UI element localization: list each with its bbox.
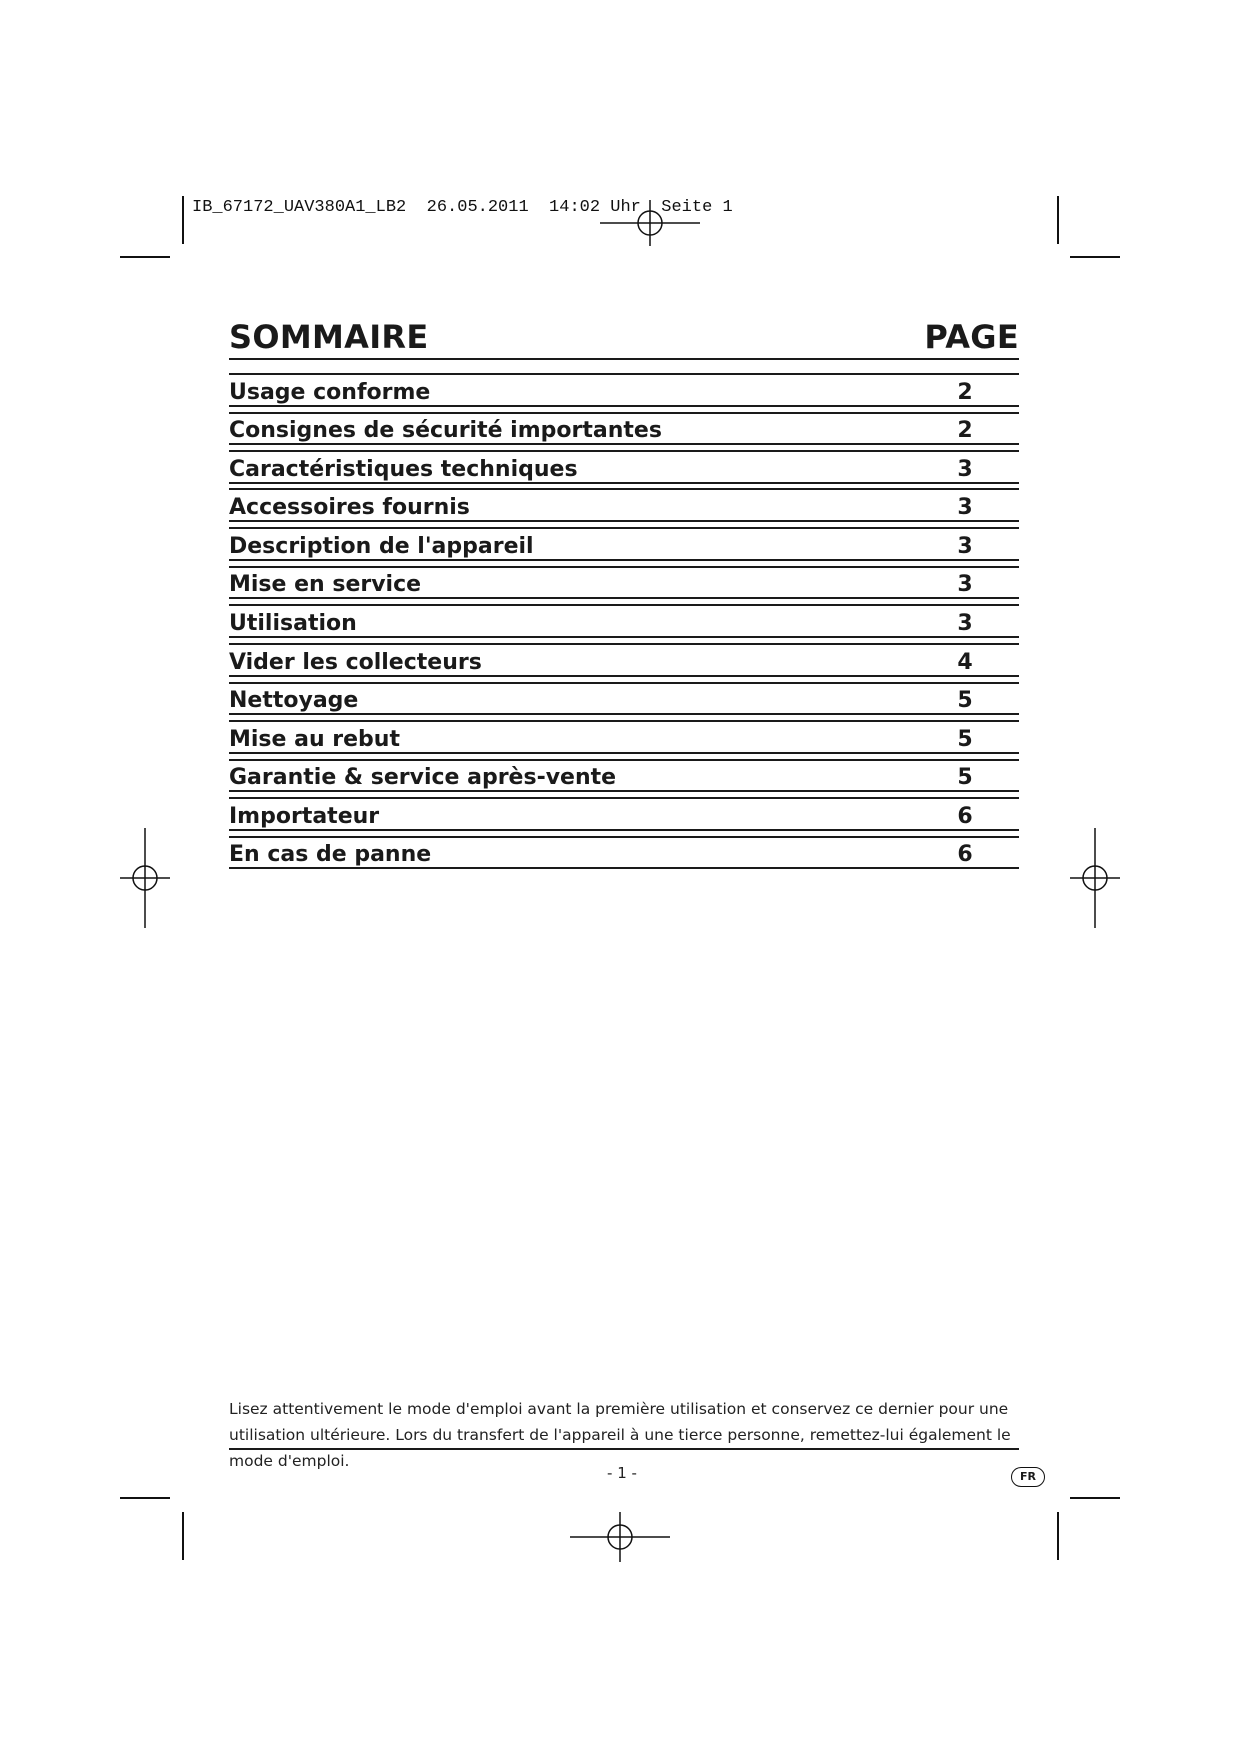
page-number: - 1 -: [607, 1464, 637, 1482]
toc-entry-title: Accessoires fournis: [229, 494, 470, 520]
toc-entry-page: 3: [957, 610, 973, 636]
crop-mark: [182, 1512, 184, 1560]
divider: [229, 520, 1019, 522]
divider: [229, 1448, 1019, 1450]
divider: [229, 405, 1019, 407]
registration-mark-icon: [600, 200, 700, 246]
divider: [229, 443, 1019, 445]
page-column-label: PAGE: [924, 318, 1019, 356]
toc-header: [229, 318, 1019, 356]
toc-entry-title: Usage conforme: [229, 379, 431, 405]
toc-entry-title: Mise au rebut: [229, 726, 400, 752]
toc-entry-page: 5: [957, 726, 973, 752]
registration-mark-icon: [120, 828, 170, 928]
toc-entry-page: 2: [957, 417, 973, 443]
toc-entry-page: 5: [957, 764, 973, 790]
registration-mark-icon: [570, 1512, 670, 1562]
divider: [229, 829, 1019, 831]
crop-mark: [1070, 256, 1120, 258]
toc-entry-page: 5: [957, 687, 973, 713]
toc-entry-title: Vider les collecteurs: [229, 649, 482, 675]
divider: [229, 752, 1019, 754]
usage-note: Lisez attentivement le mode d'emploi avant la première utilisation et conservez ce dernier pour une utilisation ultérieure. Lors du transfert de l'appareil à une tierce personne, remettez-lui également le mode d'emploi.: [229, 1400, 1011, 1470]
crop-mark: [120, 256, 170, 258]
divider: [229, 358, 1019, 360]
registration-mark-icon: [1070, 828, 1120, 928]
divider: [229, 636, 1019, 638]
toc-entry-title: Mise en service: [229, 571, 422, 597]
divider: [229, 675, 1019, 677]
crop-mark: [1057, 196, 1059, 244]
toc-entry-page: 4: [957, 649, 973, 675]
toc-entry-page: 6: [957, 841, 973, 867]
crop-mark: [1070, 1497, 1120, 1499]
print-slug: IB_67172_UAV380A1_LB2 26.05.2011 14:02 Uhr Seite 1: [192, 198, 733, 217]
toc-entry-title: Utilisation: [229, 610, 357, 636]
crop-mark: [182, 196, 184, 244]
toc-entry-page: 3: [957, 494, 973, 520]
toc-entry-title: Garantie & service après-vente: [229, 764, 617, 790]
divider: [229, 559, 1019, 561]
toc-entry-page: 6: [957, 803, 973, 829]
page-title: SOMMAIRE: [229, 318, 429, 356]
language-badge: FR: [1011, 1467, 1045, 1487]
divider: [229, 482, 1019, 484]
toc-entry-page: 2: [957, 379, 973, 405]
divider: [229, 713, 1019, 715]
toc-entry-title: Importateur: [229, 803, 380, 829]
divider: [229, 867, 1019, 869]
toc-entry-title: Nettoyage: [229, 687, 359, 713]
toc-entry-title: Consignes de sécurité importantes: [229, 417, 662, 443]
toc-entry-title: Caractéristiques techniques: [229, 456, 578, 482]
divider: [229, 597, 1019, 599]
toc-entry-page: 3: [957, 571, 973, 597]
toc-entry-title: En cas de panne: [229, 841, 432, 867]
divider: [229, 790, 1019, 792]
toc-entry-page: 3: [957, 456, 973, 482]
crop-mark: [1057, 1512, 1059, 1560]
crop-mark: [120, 1497, 170, 1499]
toc-entry-title: Description de l'appareil: [229, 533, 534, 559]
toc-entry-page: 3: [957, 533, 973, 559]
